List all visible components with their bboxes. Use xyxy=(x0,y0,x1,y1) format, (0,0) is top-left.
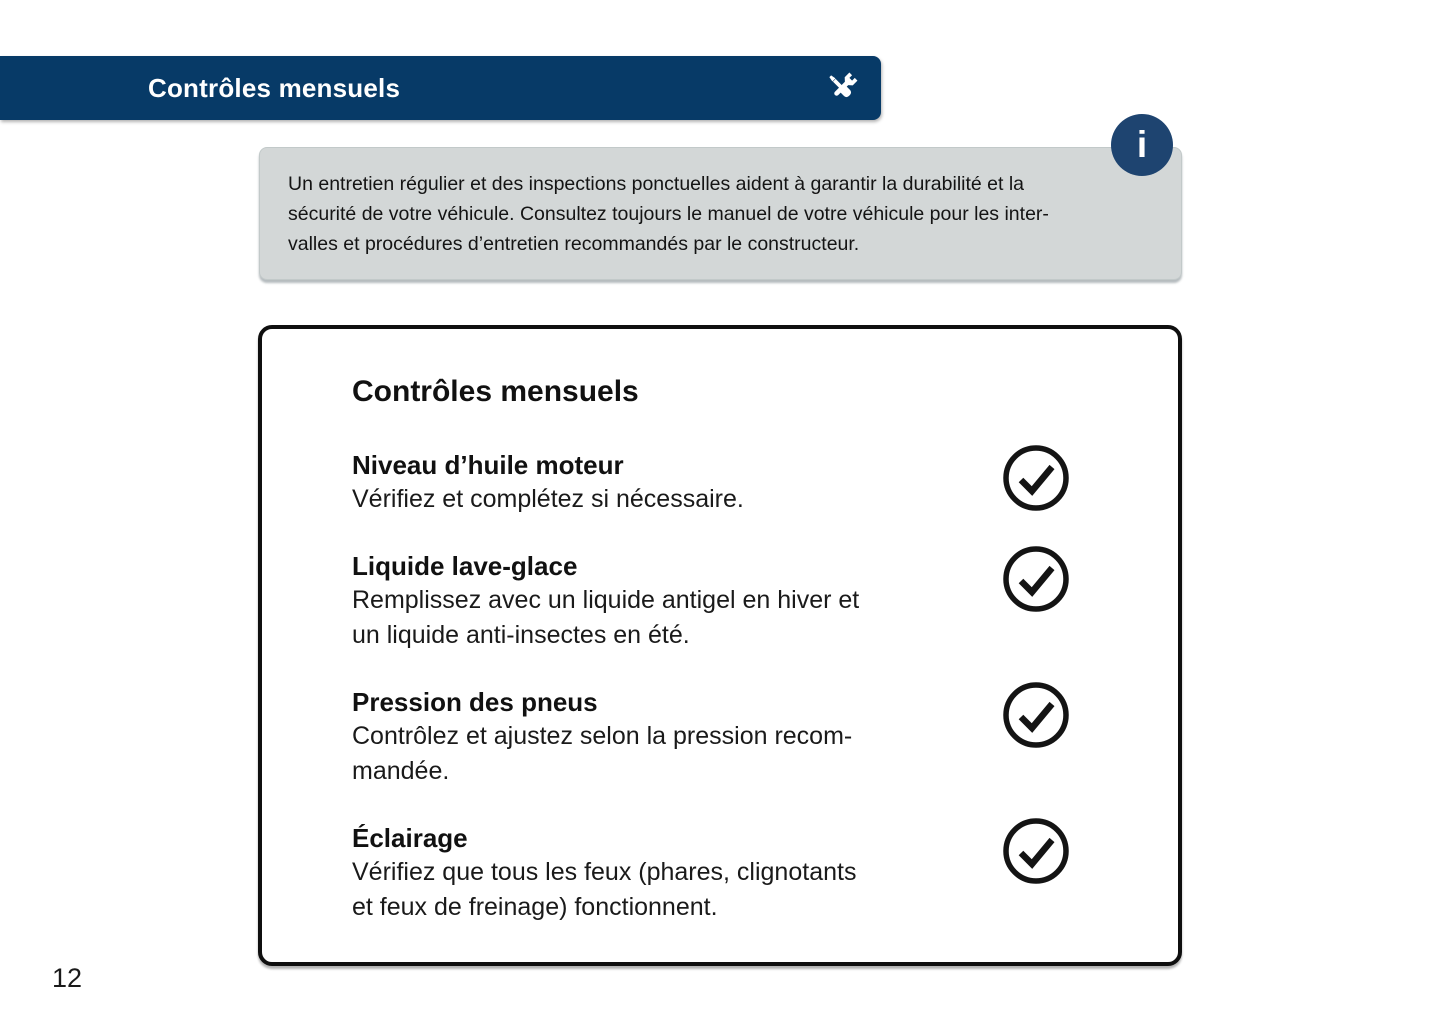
checklist-item-description: Remplissez avec un liquide antigel en hiver et xyxy=(352,586,860,614)
checklist-title: Contrôles mensuels xyxy=(352,375,639,408)
checklist-item-title: Éclairage xyxy=(352,823,468,853)
checklist-card xyxy=(258,325,1182,966)
info-note-line: valles et procédures d’entretien recommandés par le constructeur. xyxy=(288,233,860,255)
check-circle-icon xyxy=(1000,442,1072,514)
checklist-item-description: Vérifiez et complétez si nécessaire. xyxy=(352,485,744,513)
check-circle-icon xyxy=(1000,815,1072,887)
checklist-item-description: et feux de freinage) fonctionnent. xyxy=(352,893,718,921)
checklist-item-title: Liquide lave-glace xyxy=(352,551,578,581)
checklist-item-oil-level xyxy=(352,448,1138,517)
checklist-item-tire-pressure xyxy=(352,685,1138,789)
checklist-item-title: Niveau d’huile moteur xyxy=(352,450,624,480)
page-number: 12 xyxy=(52,963,83,993)
checklist-item-description: Vérifiez que tous les feux (phares, clignotants xyxy=(352,858,857,886)
checklist-item-description: Contrôlez et ajustez selon la pression recom- xyxy=(352,722,853,750)
checklist-item-lighting xyxy=(352,821,1138,925)
info-icon xyxy=(1111,114,1173,176)
info-note-line: Un entretien régulier et des inspections ponctuelles aident à garantir la durabilité et la xyxy=(288,173,1025,195)
check-circle-icon xyxy=(1000,679,1072,751)
checklist-item-description: un liquide anti-insectes en été. xyxy=(352,621,690,649)
info-note-box xyxy=(259,147,1182,280)
section-header-bar xyxy=(0,56,881,120)
checklist-item-title: Pression des pneus xyxy=(352,687,598,717)
tools-icon xyxy=(823,69,861,107)
section-header-title: Contrôles mensuels xyxy=(148,72,401,103)
checklist-item-description: mandée. xyxy=(352,757,450,785)
info-note-line: sécurité de votre véhicule. Consultez toujours le manuel de votre véhicule pour les inter- xyxy=(288,203,1049,225)
checklist-item-washer-fluid xyxy=(352,549,1138,653)
check-circle-icon xyxy=(1000,543,1072,615)
info-icon-letter: i xyxy=(1136,123,1148,165)
